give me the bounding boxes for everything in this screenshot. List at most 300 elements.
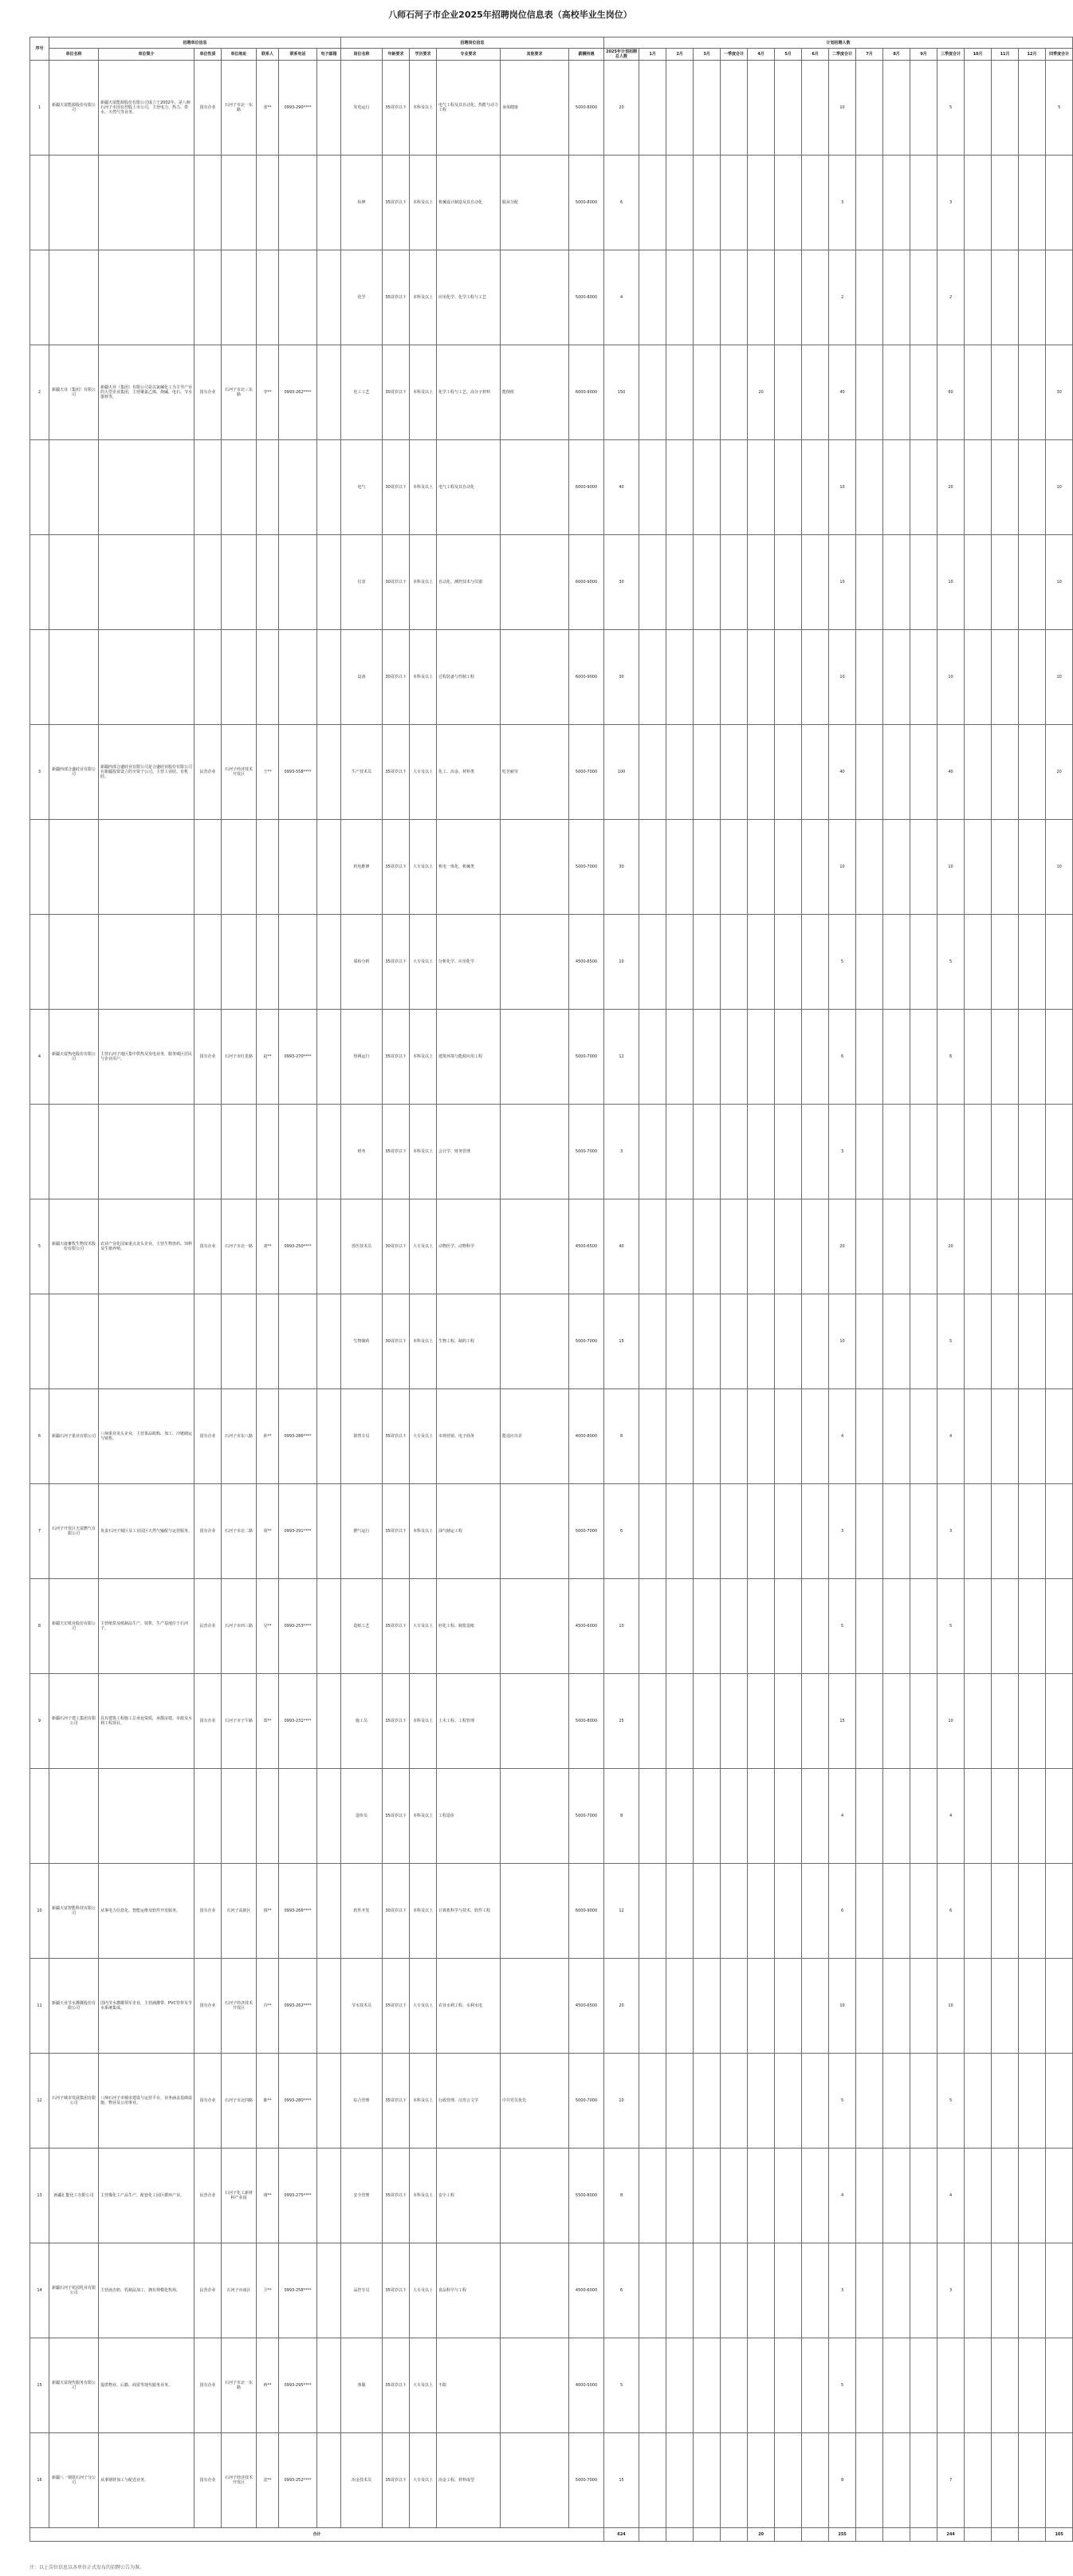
- cell-intro: [99, 440, 195, 535]
- cell-plan: [910, 2054, 937, 2149]
- cell-plan: [721, 1294, 748, 1389]
- cell-edu: 本科及以上: [410, 61, 437, 156]
- cell-plan: [992, 2433, 1019, 2528]
- cell-pay: 4500-6000: [569, 2243, 604, 2338]
- cell-plan: 10: [1046, 820, 1073, 915]
- cell-plan: 100: [604, 725, 639, 820]
- cell-major: 工程造价: [437, 1769, 501, 1864]
- cell-plan: [856, 440, 883, 535]
- cell-email: [317, 1864, 341, 1959]
- header-plan-col: 3月: [694, 49, 721, 61]
- cell-contact: 冯**: [257, 1959, 279, 2054]
- cell-addr: 石河子市北二路: [222, 1484, 257, 1579]
- cell-plan: [965, 820, 992, 915]
- table-row: [30, 156, 1073, 250]
- cell-plan: [748, 1010, 775, 1105]
- cell-plan: 3: [937, 156, 965, 250]
- cell-age: 35周岁以下: [383, 1389, 410, 1484]
- cell-nature: 国有企业: [195, 1389, 222, 1484]
- cell-plan: [856, 915, 883, 1010]
- cell-plan: [639, 2243, 666, 2338]
- cell-age: 35周岁以下: [383, 1010, 410, 1105]
- header-plan-group: 计划招聘人数: [604, 37, 1073, 49]
- cell-plan: [910, 1105, 937, 1199]
- cell-email: [317, 1010, 341, 1105]
- cell-plan: [1046, 1484, 1073, 1579]
- cell-plan: [965, 1199, 992, 1294]
- cell-plan: [802, 440, 829, 535]
- cell-plan: [965, 250, 992, 345]
- cell-contact: [257, 250, 279, 345]
- cell-plan: [748, 2054, 775, 2149]
- cell-plan: 30: [604, 630, 639, 725]
- cell-plan: 6: [604, 2243, 639, 2338]
- cell-plan: [910, 1010, 937, 1105]
- cell-contact: [257, 535, 279, 630]
- cell-major: 计算机科学与技术、软件工程: [437, 1864, 501, 1959]
- cell-intro: 农业产业化国家重点龙头企业，主营生物兽药、饲料及生猪养殖。: [99, 1199, 195, 1294]
- cell-plan: [639, 1674, 666, 1769]
- cell-intro: 从事钢材加工与配送业务。: [99, 2433, 195, 2528]
- cell-plan: [721, 630, 748, 725]
- cell-plan: [775, 61, 802, 156]
- cell-plan: [694, 2433, 721, 2528]
- cell-plan: [721, 2243, 748, 2338]
- cell-plan: [666, 1199, 694, 1294]
- cell-plan: [1019, 820, 1046, 915]
- cell-other: [501, 250, 569, 345]
- cell-plan: [856, 1199, 883, 1294]
- cell-plan: [775, 2338, 802, 2433]
- cell-plan: [992, 820, 1019, 915]
- cell-plan: [883, 61, 910, 156]
- cell-plan: 10: [937, 630, 965, 725]
- cell-other: 服从分配: [501, 156, 569, 250]
- cell-plan: [639, 915, 666, 1010]
- header-plan-col: 5月: [775, 49, 802, 61]
- cell-post: 销售专员: [341, 1389, 383, 1484]
- cell-plan: [639, 2149, 666, 2243]
- cell-plan: [802, 61, 829, 156]
- cell-intro: [99, 250, 195, 345]
- cell-addr: 石河子市南区: [222, 2243, 257, 2338]
- cell-plan: [883, 535, 910, 630]
- cell-intro: 主营煤化工产品生产，配套化工园区循环产业。: [99, 2149, 195, 2243]
- total-label: 合计: [30, 2528, 604, 2542]
- cell-phone: [279, 250, 317, 345]
- cell-plan: [856, 1105, 883, 1199]
- cell-addr: [222, 440, 257, 535]
- cell-plan: [694, 535, 721, 630]
- cell-addr: 石河子市北四路: [222, 2054, 257, 2149]
- table-row: [30, 345, 1073, 440]
- cell-plan: [1046, 1674, 1073, 1769]
- cell-post: 热网运行: [341, 1010, 383, 1105]
- cell-unit: 新疆天业（集团）有限公司: [49, 345, 99, 440]
- cell-addr: 石河子经济技术开发区: [222, 2433, 257, 2528]
- cell-plan: [883, 630, 910, 725]
- cell-unit: [49, 250, 99, 345]
- cell-post: 施工员: [341, 1674, 383, 1769]
- cell-plan: [1019, 2433, 1046, 2528]
- row-index: 11: [30, 1959, 49, 2054]
- cell-unit: 新疆西部合盛硅业有限公司: [49, 725, 99, 820]
- cell-plan: [666, 250, 694, 345]
- cell-edu: 本科及以上: [410, 1864, 437, 1959]
- cell-plan: [639, 1199, 666, 1294]
- total-plan-cell: [856, 2528, 883, 2542]
- cell-plan: [639, 440, 666, 535]
- cell-plan: [965, 2243, 992, 2338]
- cell-addr: [222, 1105, 257, 1199]
- cell-age: 30周岁以下: [383, 345, 410, 440]
- cell-plan: [965, 2149, 992, 2243]
- total-plan-cell: [992, 2528, 1019, 2542]
- cell-plan: [1019, 1389, 1046, 1484]
- cell-plan: [639, 535, 666, 630]
- cell-plan: [992, 1199, 1019, 1294]
- cell-plan: [1019, 1484, 1046, 1579]
- cell-nature: [195, 1105, 222, 1199]
- cell-addr: 石河子市西三路: [222, 1579, 257, 1674]
- cell-contact: [257, 1105, 279, 1199]
- cell-plan: [748, 1389, 775, 1484]
- cell-unit: [49, 1105, 99, 1199]
- cell-contact: 褚**: [257, 2149, 279, 2243]
- cell-plan: [883, 2243, 910, 2338]
- cell-plan: [694, 915, 721, 1010]
- cell-age: 30周岁以下: [383, 1199, 410, 1294]
- row-index: 2: [30, 345, 49, 440]
- cell-plan: [748, 630, 775, 725]
- cell-plan: [694, 2149, 721, 2243]
- cell-plan: [721, 1199, 748, 1294]
- header-unit-col: 联系电话: [279, 49, 317, 61]
- cell-plan: [666, 1294, 694, 1389]
- cell-phone: 0993-270****: [279, 1010, 317, 1105]
- cell-plan: 4: [937, 1769, 965, 1864]
- header-post-col: 学历要求: [410, 49, 437, 61]
- cell-plan: [802, 1294, 829, 1389]
- cell-contact: 钱**: [257, 1864, 279, 1959]
- cell-plan: [1019, 2149, 1046, 2243]
- cell-intro: [99, 535, 195, 630]
- cell-plan: 15: [604, 2433, 639, 2528]
- cell-edu: 本科及以上: [410, 1294, 437, 1389]
- row-index: [30, 250, 49, 345]
- cell-edu: 大专及以上: [410, 1579, 437, 1674]
- cell-intro: 具有建筑工程施工总承包资质，承揽房建、市政及水利工程项目。: [99, 1674, 195, 1769]
- cell-addr: [222, 820, 257, 915]
- cell-plan: 40: [829, 725, 856, 820]
- cell-plan: [694, 2054, 721, 2149]
- header-unit-col: 单位名称: [49, 49, 99, 61]
- cell-plan: [910, 2338, 937, 2433]
- total-plan-cell: 255: [829, 2528, 856, 2542]
- cell-pay: 6000-9000: [569, 535, 604, 630]
- cell-plan: 3: [829, 1484, 856, 1579]
- cell-major: 食品科学与工程: [437, 2243, 501, 2338]
- cell-major: 动物医学、动物科学: [437, 1199, 501, 1294]
- cell-phone: 0993-258****: [279, 2243, 317, 2338]
- cell-plan: [965, 440, 992, 535]
- cell-plan: [992, 535, 1019, 630]
- cell-contact: 张**: [257, 61, 279, 156]
- cell-plan: [910, 2433, 937, 2528]
- cell-plan: [856, 1294, 883, 1389]
- cell-email: [317, 1389, 341, 1484]
- cell-pay: 6000-9000: [569, 440, 604, 535]
- header-plan-col: 8月: [883, 49, 910, 61]
- cell-plan: [965, 1959, 992, 2054]
- cell-plan: [802, 2338, 829, 2433]
- header-post-col: 岗位名称: [341, 49, 383, 61]
- cell-age: 35周岁以下: [383, 61, 410, 156]
- row-index: 9: [30, 1674, 49, 1769]
- cell-plan: [666, 1959, 694, 2054]
- cell-nature: 民营企业: [195, 2243, 222, 2338]
- cell-intro: 主营石河子地区集中供热及发电业务，服务城区居民与企业用户。: [99, 1010, 195, 1105]
- cell-phone: 0993-253****: [279, 1579, 317, 1674]
- cell-unit: 石河子开发区天富燃气有限公司: [49, 1484, 99, 1579]
- cell-major: 分析化学、应用化学: [437, 915, 501, 1010]
- cell-contact: 孙**: [257, 1389, 279, 1484]
- cell-addr: 石河子市子午路: [222, 1674, 257, 1769]
- cell-plan: 30: [604, 820, 639, 915]
- cell-plan: [639, 1959, 666, 2054]
- cell-plan: [694, 630, 721, 725]
- cell-plan: [992, 1674, 1019, 1769]
- cell-plan: [1019, 1579, 1046, 1674]
- cell-plan: [748, 156, 775, 250]
- row-index: [30, 156, 49, 250]
- cell-plan: [666, 535, 694, 630]
- cell-phone: 0993-558****: [279, 725, 317, 820]
- cell-edu: 本科及以上: [410, 1105, 437, 1199]
- cell-plan: [965, 1769, 992, 1864]
- cell-intro: 国内节水灌溉领军企业，主营滴灌带、PVC管材及节水系统集成。: [99, 1959, 195, 2054]
- cell-plan: [748, 1294, 775, 1389]
- cell-unit: 新疆八一钢铁石河子分公司: [49, 2433, 99, 2528]
- cell-nature: 国有企业: [195, 2054, 222, 2149]
- row-index: [30, 440, 49, 535]
- cell-plan: [748, 1959, 775, 2054]
- cell-plan: [1019, 440, 1046, 535]
- cell-edu: 大专及以上: [410, 1199, 437, 1294]
- cell-plan: [856, 1484, 883, 1579]
- cell-major: 过程装备与控制工程: [437, 630, 501, 725]
- cell-pay: 5000-8000: [569, 1674, 604, 1769]
- cell-plan: [883, 1389, 910, 1484]
- cell-plan: 30: [604, 535, 639, 630]
- cell-plan: 6: [604, 156, 639, 250]
- cell-plan: [802, 1674, 829, 1769]
- row-index: 8: [30, 1579, 49, 1674]
- cell-plan: [721, 1769, 748, 1864]
- cell-contact: 蒋**: [257, 2338, 279, 2433]
- header-post-group: 招聘岗位信息: [341, 37, 604, 49]
- cell-plan: 5: [829, 2338, 856, 2433]
- cell-plan: [748, 61, 775, 156]
- cell-plan: [721, 156, 748, 250]
- cell-major: 行政管理、汉语言文学: [437, 2054, 501, 2149]
- recruitment-table: [29, 37, 1073, 2542]
- cell-plan: [992, 2149, 1019, 2243]
- cell-phone: 0993-262****: [279, 1959, 317, 2054]
- cell-phone: 0993-280****: [279, 2054, 317, 2149]
- cell-plan: [965, 535, 992, 630]
- cell-age: 35周岁以下: [383, 2149, 410, 2243]
- cell-intro: 新疆天富能源股份有限公司成立于2002年，是八师石河子市国有控股上市公司，主营电力、热力、供水、天然气等业务。: [99, 61, 195, 156]
- header-plan-col: 10月: [965, 49, 992, 61]
- cell-nature: [195, 1769, 222, 1864]
- cell-age: 30周岁以下: [383, 1864, 410, 1959]
- cell-unit: 新疆天富智能科技有限公司: [49, 1864, 99, 1959]
- cell-plan: [992, 345, 1019, 440]
- cell-phone: [279, 440, 317, 535]
- row-index: [30, 630, 49, 725]
- cell-email: [317, 1674, 341, 1769]
- header-plan-col: 6月: [802, 49, 829, 61]
- cell-plan: [856, 1864, 883, 1959]
- row-index: 15: [30, 2338, 49, 2433]
- cell-plan: [1046, 2338, 1073, 2433]
- cell-edu: 大专及以上: [410, 1959, 437, 2054]
- cell-plan: [883, 1769, 910, 1864]
- cell-plan: [883, 725, 910, 820]
- cell-age: 35周岁以下: [383, 1579, 410, 1674]
- cell-intro: 八师果业龙头企业，主营果品收购、加工、冷链储运与销售。: [99, 1389, 195, 1484]
- cell-pay: 5000-7000: [569, 2054, 604, 2149]
- cell-plan: [639, 1864, 666, 1959]
- cell-plan: [965, 1389, 992, 1484]
- cell-major: 不限: [437, 2338, 501, 2433]
- cell-post: 生物制药: [341, 1294, 383, 1389]
- row-index: 1: [30, 61, 49, 156]
- cell-edu: 本科及以上: [410, 156, 437, 250]
- header-plan-col: 1月: [639, 49, 666, 61]
- cell-intro: [99, 1294, 195, 1389]
- row-index: 3: [30, 725, 49, 820]
- cell-post: 机电维修: [341, 820, 383, 915]
- cell-intro: 新疆天业（集团）有限公司是以氯碱化工为主导产业的大型企业集团，主营聚氯乙烯、烧碱、电石、节水器材等。: [99, 345, 195, 440]
- cell-plan: [721, 1674, 748, 1769]
- cell-plan: 10: [604, 2054, 639, 2149]
- cell-plan: [802, 1010, 829, 1105]
- header-unit-col: 单位简介: [99, 49, 195, 61]
- cell-plan: 15: [829, 1674, 856, 1769]
- cell-plan: [694, 1674, 721, 1769]
- cell-plan: [1046, 2433, 1073, 2528]
- cell-plan: [856, 2243, 883, 2338]
- cell-plan: 10: [937, 1674, 965, 1769]
- cell-plan: [1019, 1010, 1046, 1105]
- cell-plan: [992, 915, 1019, 1010]
- cell-plan: [748, 2149, 775, 2243]
- cell-edu: 大专及以上: [410, 2338, 437, 2433]
- cell-plan: [1019, 1105, 1046, 1199]
- cell-major: 轻化工程、制浆造纸: [437, 1579, 501, 1674]
- cell-plan: [910, 61, 937, 156]
- table-row: [30, 1864, 1073, 1959]
- cell-plan: 10: [937, 820, 965, 915]
- cell-post: 设备: [341, 630, 383, 725]
- cell-pay: 5000-8000: [569, 156, 604, 250]
- cell-phone: [279, 915, 317, 1010]
- cell-plan: 3: [937, 2243, 965, 2338]
- cell-unit: 新疆天宏纸业股份有限公司: [49, 1579, 99, 1674]
- cell-plan: 3: [604, 1105, 639, 1199]
- cell-plan: 10: [1046, 535, 1073, 630]
- cell-age: 35周岁以下: [383, 2338, 410, 2433]
- cell-plan: [666, 1674, 694, 1769]
- cell-post: 仪表: [341, 535, 383, 630]
- cell-email: [317, 156, 341, 250]
- cell-plan: [1019, 1959, 1046, 2054]
- cell-plan: [965, 345, 992, 440]
- cell-plan: [775, 1389, 802, 1484]
- cell-addr: 石河子高新区: [222, 1864, 257, 1959]
- cell-plan: [639, 820, 666, 915]
- cell-major: 市场营销、电子商务: [437, 1389, 501, 1484]
- cell-plan: [883, 440, 910, 535]
- cell-plan: [992, 1484, 1019, 1579]
- cell-other: 中共党员优先: [501, 2054, 569, 2149]
- cell-plan: [910, 630, 937, 725]
- cell-major: 机械设计制造及其自动化: [437, 156, 501, 250]
- cell-plan: [775, 1105, 802, 1199]
- cell-post: 检修: [341, 156, 383, 250]
- cell-plan: [910, 1579, 937, 1674]
- row-index: 7: [30, 1484, 49, 1579]
- cell-plan: [910, 1769, 937, 1864]
- cell-pay: 5000-7000: [569, 725, 604, 820]
- cell-email: [317, 820, 341, 915]
- cell-plan: [856, 2149, 883, 2243]
- cell-plan: [721, 1579, 748, 1674]
- cell-plan: 10: [829, 535, 856, 630]
- cell-edu: 本科及以上: [410, 1484, 437, 1579]
- cell-age: 35周岁以下: [383, 1484, 410, 1579]
- cell-pay: 5000-7000: [569, 1010, 604, 1105]
- cell-plan: [721, 915, 748, 1010]
- header-post-col: 年龄要求: [383, 49, 410, 61]
- cell-pay: 6000-9000: [569, 345, 604, 440]
- cell-plan: [992, 1864, 1019, 1959]
- cell-plan: 10: [1046, 630, 1073, 725]
- cell-plan: [1019, 1199, 1046, 1294]
- cell-plan: [802, 1769, 829, 1864]
- cell-plan: [910, 345, 937, 440]
- cell-plan: [883, 2338, 910, 2433]
- table-row: [30, 1294, 1073, 1389]
- header-post-col: 薪酬待遇: [569, 49, 604, 61]
- cell-phone: 0993-252****: [279, 2433, 317, 2528]
- total-plan-cell: [802, 2528, 829, 2542]
- cell-plan: [802, 345, 829, 440]
- cell-plan: [639, 1579, 666, 1674]
- cell-plan: [883, 1864, 910, 1959]
- row-index: 6: [30, 1389, 49, 1484]
- cell-plan: [992, 1769, 1019, 1864]
- cell-plan: [1046, 1105, 1073, 1199]
- cell-pay: 5000-8000: [569, 250, 604, 345]
- row-index: [30, 915, 49, 1010]
- cell-plan: 40: [604, 1199, 639, 1294]
- cell-unit: [49, 156, 99, 250]
- total-plan-cell: [965, 2528, 992, 2542]
- total-plan-cell: [775, 2528, 802, 2542]
